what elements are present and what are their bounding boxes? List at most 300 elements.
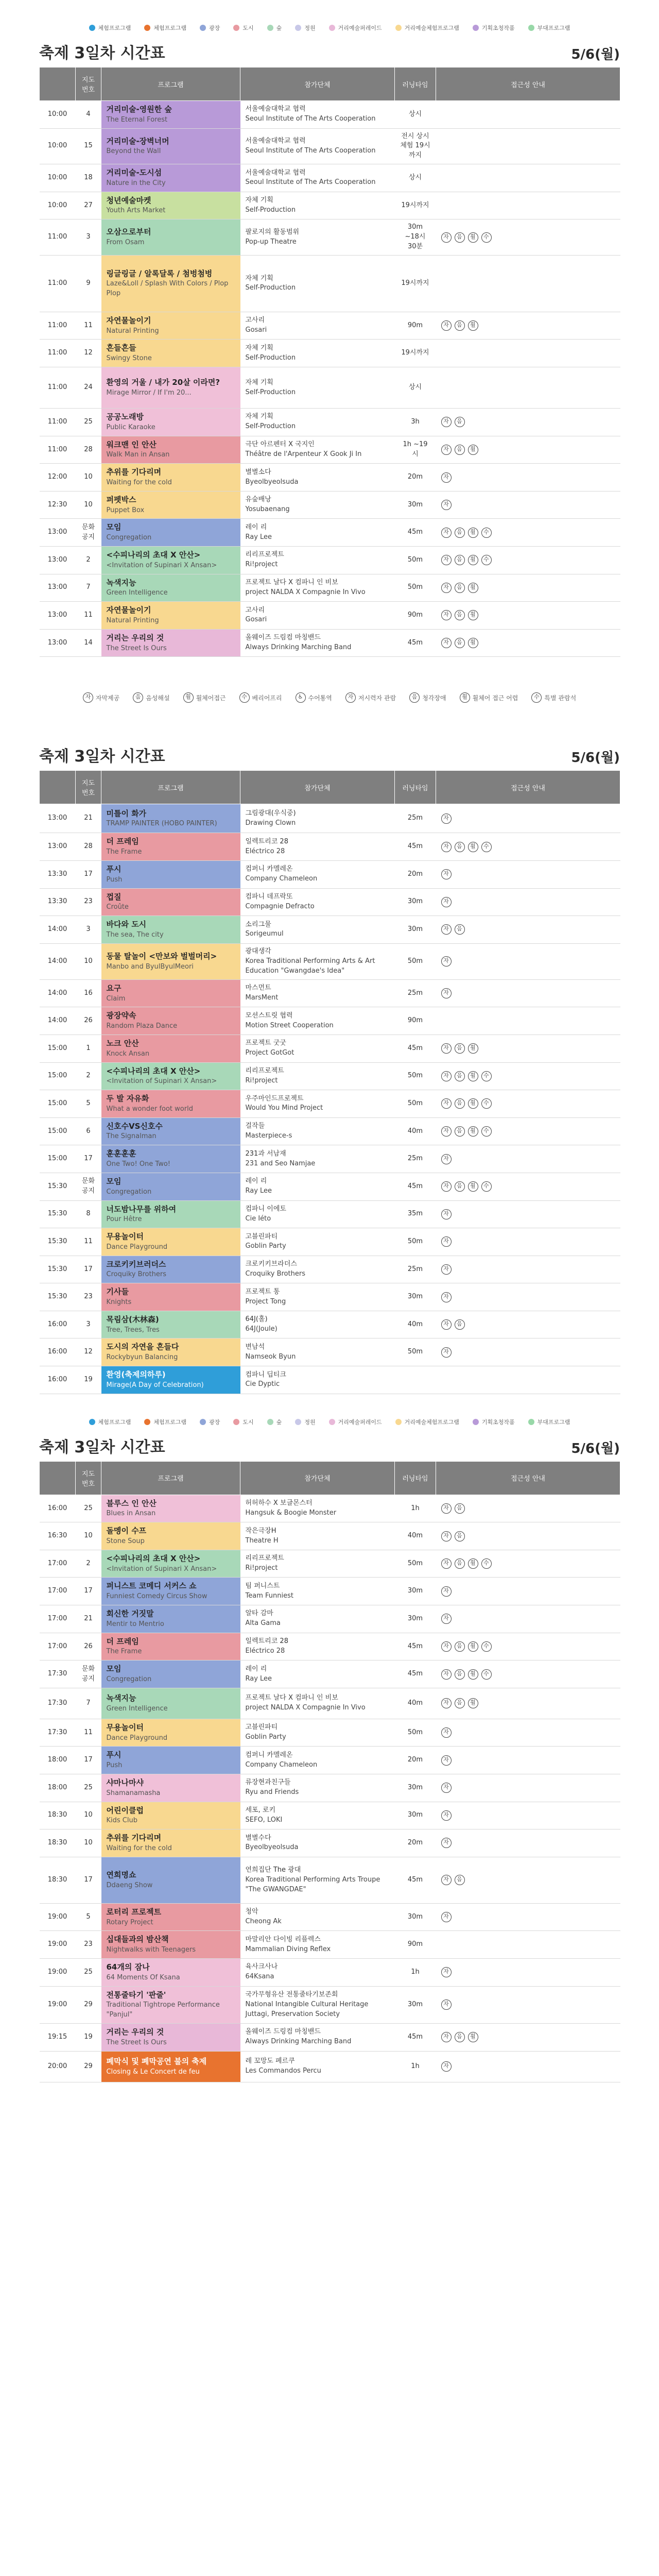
accessibility-icon: 자 [441,1669,452,1680]
access-icons [441,610,615,620]
org-cell [240,164,395,192]
table-row[interactable] [40,128,620,164]
program-cell[interactable] [101,367,240,409]
access-icons [441,956,615,967]
accessibility-icon: 자 [441,610,452,620]
legend-item [267,1412,282,1432]
legend-item [329,18,382,38]
header-org: 참가단체 [240,1461,395,1495]
program-cell[interactable] [101,1802,240,1829]
program-name-en: Tree, Trees, Tres [106,1326,160,1334]
org-name-ko: 프로젝트 통 [245,1287,280,1296]
org-cell [240,367,395,409]
table-row[interactable] [40,2051,620,2082]
program-cell[interactable] [101,860,240,888]
program-name-en: <Invitation of Supinari X Ansan> [106,1565,217,1573]
org-name-en: Team Funniest [245,1591,293,1600]
table-row[interactable] [40,1986,620,2023]
program-cell[interactable] [101,128,240,164]
zone-cell: 7 [76,574,101,602]
table-row[interactable] [40,979,620,1007]
icon-key-label: 휠체어접근 [196,694,226,702]
zone-cell: 8 [76,1200,101,1228]
program-name-en: Rotary Project [106,1918,153,1926]
program-cell[interactable] [101,340,240,367]
program-cell[interactable] [101,833,240,861]
duration-cell: 20m [395,1829,436,1857]
org-name-ko: 서울예술대학교 협력 [245,137,306,145]
accessibility-icon: 자 [441,417,452,427]
accessibility-icon: 음 [455,1558,465,1569]
time-cell: 13:00 [40,833,76,861]
program-cell[interactable] [101,1035,240,1062]
program-name-en: Closing & Le Concert de feu [106,2067,200,2076]
legend-item [233,1412,253,1432]
accessibility-icon: 수 [481,1126,492,1137]
access-cell [436,916,620,944]
program-cell[interactable] [101,1256,240,1283]
access-cell [436,1283,620,1311]
time-cell: 15:30 [40,1228,76,1256]
program-name-en: Claim [106,994,126,1003]
accessibility-icon: 자 [441,1181,452,1192]
program-cell[interactable] [101,1007,240,1035]
program-cell[interactable] [101,602,240,630]
table-row[interactable] [40,436,620,464]
table-row[interactable] [40,1522,620,1550]
access-cell [436,1007,620,1035]
access-icons [441,555,615,565]
page-title: 축제 3일차 시간표 [39,748,165,766]
org-name-ko: 프로젝트 날다 X 컴파니 인 비보 [245,1694,338,1702]
duration-cell: 30m [395,1283,436,1311]
time-cell: 20:00 [40,2051,76,2082]
table-row[interactable] [40,340,620,367]
program-cell[interactable] [101,2051,240,2082]
zone-cell: 문화공지 [76,519,101,547]
legend-dot-icon [233,1419,239,1425]
program-cell[interactable] [101,916,240,944]
duration-cell: 30m [395,1903,436,1931]
schedule-table [39,1461,620,2082]
time-cell: 18:00 [40,1747,76,1774]
program-name-ko: 더 프레임 [106,1636,139,1646]
org-cell [240,192,395,219]
program-cell[interactable] [101,888,240,916]
table-row[interactable] [40,1090,620,1118]
table-row[interactable] [40,547,620,574]
legend-label: 부대프로그램 [537,25,570,31]
time-cell: 13:30 [40,860,76,888]
header-zone: 지도 번호 [76,67,101,101]
table-row[interactable] [40,1829,620,1857]
program-cell[interactable] [101,464,240,492]
duration-cell: 50m [395,574,436,602]
program-cell[interactable] [101,1366,240,1394]
org-name-en: Ri!project [245,561,278,569]
program-cell[interactable] [101,2024,240,2052]
table-row[interactable] [40,629,620,657]
program-cell[interactable] [101,164,240,192]
program-name-ko: 모임 [106,1664,122,1674]
table-row[interactable] [40,1719,620,1747]
zone-cell: 12 [76,1338,101,1366]
table-row[interactable] [40,1173,620,1200]
program-cell[interactable] [101,1228,240,1256]
program-name-ko: 너도밤나무를 위하여 [106,1204,177,1214]
program-cell[interactable] [101,1173,240,1200]
legend-label: 거리예술체험프로그램 [404,25,459,31]
program-name-ko: 로터리 프로젝트 [106,1907,162,1917]
icon-key-icon: ♿ [296,692,306,703]
table-row[interactable] [40,943,620,979]
legend-item [295,1412,315,1432]
accessibility-icon: 자 [441,1755,452,1766]
accessibility-icon: 자 [441,1912,452,1922]
table-row[interactable] [40,192,620,219]
program-cell[interactable] [101,1958,240,1986]
org-name-ko: 리리프로젝트 [245,1554,284,1563]
table-row[interactable] [40,1007,620,1035]
org-name-ko: 별별소다 [245,468,271,476]
program-cell[interactable] [101,1311,240,1338]
icon-key-icon: 자 [345,692,356,703]
org-cell [240,1495,395,1522]
program-cell[interactable] [101,1829,240,1857]
time-cell: 15:30 [40,1256,76,1283]
program-name-en: Nature in the City [106,179,166,187]
org-cell [240,2024,395,2052]
org-cell [240,1903,395,1931]
org-name-ko: 프로젝트 날다 X 컴파니 인 비보 [245,579,338,587]
program-name-ko: 전통줄타기 '판줄' [106,1990,166,1999]
program-cell[interactable] [101,1200,240,1228]
header-access: 접근성 안내 [436,771,620,804]
header-duration: 러닝타임 [395,1461,436,1495]
table-row[interactable] [40,1931,620,1959]
table-row[interactable] [40,1688,620,1719]
org-name-en: Always Drinking Marching Band [245,2038,352,2046]
access-cell [436,1774,620,1802]
table-row[interactable] [40,1802,620,1829]
table-row[interactable] [40,1774,620,1802]
program-cell[interactable] [101,519,240,547]
org-name-en: Byeolbyeolsuda [245,1843,299,1852]
program-cell[interactable] [101,943,240,979]
org-cell [240,1338,395,1366]
access-icons [441,1209,615,1219]
table-row[interactable] [40,1283,620,1311]
zone-cell: 11 [76,602,101,630]
page-title: 축제 3일차 시간표 [39,44,165,62]
table-row[interactable] [40,312,620,340]
legend-label: 체험프로그램 [153,1418,187,1426]
program-cell[interactable] [101,1931,240,1959]
table-row[interactable] [40,367,620,409]
program-cell[interactable] [101,1660,240,1688]
access-icons [441,1531,615,1541]
program-cell[interactable] [101,219,240,256]
access-icons [441,897,615,907]
duration-cell: 40m [395,1311,436,1338]
accessibility-icon: 자 [441,2032,452,2042]
access-cell [436,1802,620,1829]
program-cell[interactable] [101,547,240,574]
legend-item [144,18,186,38]
accessibility-icon: 휠 [468,232,478,243]
zone-cell: 21 [76,804,101,833]
program-cell[interactable] [101,1747,240,1774]
zone-cell: 18 [76,164,101,192]
time-cell: 12:30 [40,491,76,519]
table-row[interactable] [40,255,620,312]
program-cell[interactable] [101,1605,240,1633]
table-row[interactable] [40,916,620,944]
org-name-ko: 서울예술대학교 협력 [245,105,306,113]
program-cell[interactable] [101,1633,240,1660]
table-row[interactable] [40,1145,620,1173]
access-cell [436,1173,620,1200]
org-name-ko: 작은극장H [245,1527,276,1535]
program-cell[interactable] [101,804,240,833]
duration-cell [395,1366,436,1394]
zone-cell: 5 [76,1903,101,1931]
org-cell [240,255,395,312]
table-row[interactable] [40,1338,620,1366]
table-row[interactable] [40,1256,620,1283]
table-row[interactable] [40,1311,620,1338]
table-row[interactable] [40,1035,620,1062]
program-cell[interactable] [101,629,240,657]
program-name-en: Shamanamasha [106,1789,161,1797]
zone-cell: 2 [76,547,101,574]
org-name-en: 231 and Seo Namjae [245,1159,316,1167]
program-name-ko: 퍼니스트 코메디 서커스 쇼 [106,1581,197,1591]
org-cell [240,1719,395,1747]
table-row[interactable] [40,1747,620,1774]
time-cell: 12:00 [40,464,76,492]
program-cell[interactable] [101,979,240,1007]
header-zone: 지도 번호 [76,1461,101,1495]
program-name-ko: 블루스 인 안산 [106,1498,157,1508]
org-name-ko: 레 꼬망도 페르쿠 [245,2057,295,2065]
program-cell[interactable] [101,1774,240,1802]
access-icons [441,1641,615,1652]
program-cell[interactable] [101,1117,240,1145]
table-row[interactable] [40,1958,620,1986]
program-cell[interactable] [101,255,240,312]
org-name-ko: 마스먼트 [245,984,271,992]
access-icons [441,1999,615,2010]
org-name-ko: 자체 기획 [245,378,273,386]
org-cell [240,2051,395,2082]
org-cell [240,1173,395,1200]
access-cell [436,409,620,436]
table-row[interactable] [40,602,620,630]
table-row[interactable] [40,1857,620,1903]
time-cell: 14:00 [40,1007,76,1035]
duration-cell: 45m [395,1660,436,1688]
legend-dot-icon [200,25,206,31]
org-name-en: Ri!project [245,1076,278,1084]
table-row[interactable] [40,101,620,129]
table-row[interactable] [40,1660,620,1688]
table-row[interactable] [40,833,620,861]
legend-label: 광장 [209,1418,220,1426]
zone-cell: 문화공지 [76,1173,101,1200]
accessibility-icon: 음 [455,232,465,243]
program-cell[interactable] [101,1719,240,1747]
org-name-en: Self-Production [245,422,296,431]
org-cell [240,602,395,630]
program-cell[interactable] [101,1062,240,1090]
table-row[interactable] [40,219,620,256]
access-icons [441,1912,615,1922]
program-cell[interactable] [101,1578,240,1605]
org-cell [240,128,395,164]
org-cell [240,888,395,916]
org-name-ko: 컴퍼니 카멜레온 [245,1751,293,1759]
program-cell[interactable] [101,1090,240,1118]
table-row[interactable] [40,888,620,916]
header-row [40,67,620,101]
program-cell[interactable] [101,1688,240,1719]
program-cell[interactable] [101,192,240,219]
accessibility-icon: 자 [441,638,452,648]
program-name-en: Swingy Stone [106,354,152,363]
org-name-en: Compagnie Defracto [245,902,315,910]
table-row[interactable] [40,1366,620,1394]
program-name-ko: 요구 [106,983,122,993]
org-name-en: Eléctrico 28 [245,1647,285,1655]
table-row[interactable] [40,574,620,602]
access-icons [441,583,615,593]
program-cell[interactable] [101,1857,240,1903]
table-row[interactable] [40,1605,620,1633]
program-cell[interactable] [101,436,240,464]
icon-key-item [531,692,576,703]
org-cell [240,574,395,602]
header-time [40,771,76,804]
table-row[interactable] [40,2024,620,2052]
table-row[interactable] [40,1633,620,1660]
table-row[interactable] [40,1578,620,1605]
zone-cell: 11 [76,1228,101,1256]
org-name-ko: 알타 감마 [245,1609,273,1618]
table-row[interactable] [40,1495,620,1522]
program-name-ko: 청년예술마켓 [106,195,151,205]
time-cell: 19:15 [40,2024,76,2052]
program-cell[interactable] [101,1338,240,1366]
access-cell [436,860,620,888]
org-name-ko: 레이 리 [245,1177,267,1185]
table-row[interactable] [40,491,620,519]
table-row[interactable] [40,1903,620,1931]
table-row[interactable] [40,804,620,833]
program-name-ko: 미틀이 화가 [106,808,147,818]
table-row[interactable] [40,1200,620,1228]
org-cell [240,1688,395,1719]
duration-cell: 50m [395,547,436,574]
program-cell[interactable] [101,1903,240,1931]
accessibility-icon: 음 [455,1698,465,1708]
org-name-en: Company Chameleon [245,1760,318,1769]
access-cell [436,1256,620,1283]
accessibility-icon: 자 [441,1264,452,1275]
org-cell [240,1829,395,1857]
accessibility-icon: 자 [441,1727,452,1738]
table-row[interactable] [40,1117,620,1145]
legend-item [89,1412,131,1432]
icon-key [0,690,659,705]
org-cell [240,1035,395,1062]
org-name-en: 64Ksana [245,1973,274,1981]
accessibility-icon: 자 [441,814,452,824]
table-row[interactable] [40,1062,620,1090]
program-cell[interactable] [101,1550,240,1578]
table-row[interactable] [40,860,620,888]
access-cell [436,979,620,1007]
program-cell[interactable] [101,1986,240,2023]
program-cell[interactable] [101,409,240,436]
page-date: 5/6(월) [571,47,620,62]
table-row[interactable] [40,1550,620,1578]
table-row[interactable] [40,409,620,436]
program-cell[interactable] [101,101,240,129]
access-icons [441,1071,615,1081]
legend-dot-icon [89,1419,95,1425]
time-cell: 11:00 [40,255,76,312]
program-cell[interactable] [101,1495,240,1522]
org-cell [240,1366,395,1394]
table-row[interactable] [40,519,620,547]
program-name-en: Congregation [106,1675,152,1683]
org-cell [240,1550,395,1578]
table-row[interactable] [40,1228,620,1256]
program-cell[interactable] [101,574,240,602]
access-icons [441,1586,615,1597]
page-title: 축제 3일차 시간표 [39,1438,165,1456]
program-cell[interactable] [101,1145,240,1173]
zone-cell: 17 [76,1578,101,1605]
table-row[interactable] [40,164,620,192]
org-name-ko: 리리프로젝트 [245,551,284,559]
table-row[interactable] [40,464,620,492]
program-cell[interactable] [101,1522,240,1550]
header-time [40,1461,76,1495]
legend-label: 도시 [242,25,254,31]
accessibility-icon: 음 [455,445,465,455]
accessibility-icon: 휠 [468,638,478,648]
org-name-en: project NALDA X Compagnie In Vivo [245,1704,366,1712]
icon-key-label: 휠체어 접근 어렵 [472,694,518,702]
org-name-en: Cie Iéto [245,1214,271,1223]
org-name-ko: 우주마인드프로젝트 [245,1094,304,1103]
time-cell: 19:00 [40,1903,76,1931]
program-name-en: Stone Soup [106,1537,145,1545]
org-name-ko: 고사리 [245,316,265,325]
accessibility-icon: 음 [455,1181,465,1192]
org-cell [240,1958,395,1986]
org-cell [240,833,395,861]
program-cell[interactable] [101,312,240,340]
access-icons [441,1755,615,1766]
program-cell[interactable] [101,491,240,519]
program-name-ko: 거리미술-장벽너머 [106,136,169,146]
zone-cell: 29 [76,1986,101,2023]
icon-key-item [183,692,226,703]
program-cell[interactable] [101,1283,240,1311]
